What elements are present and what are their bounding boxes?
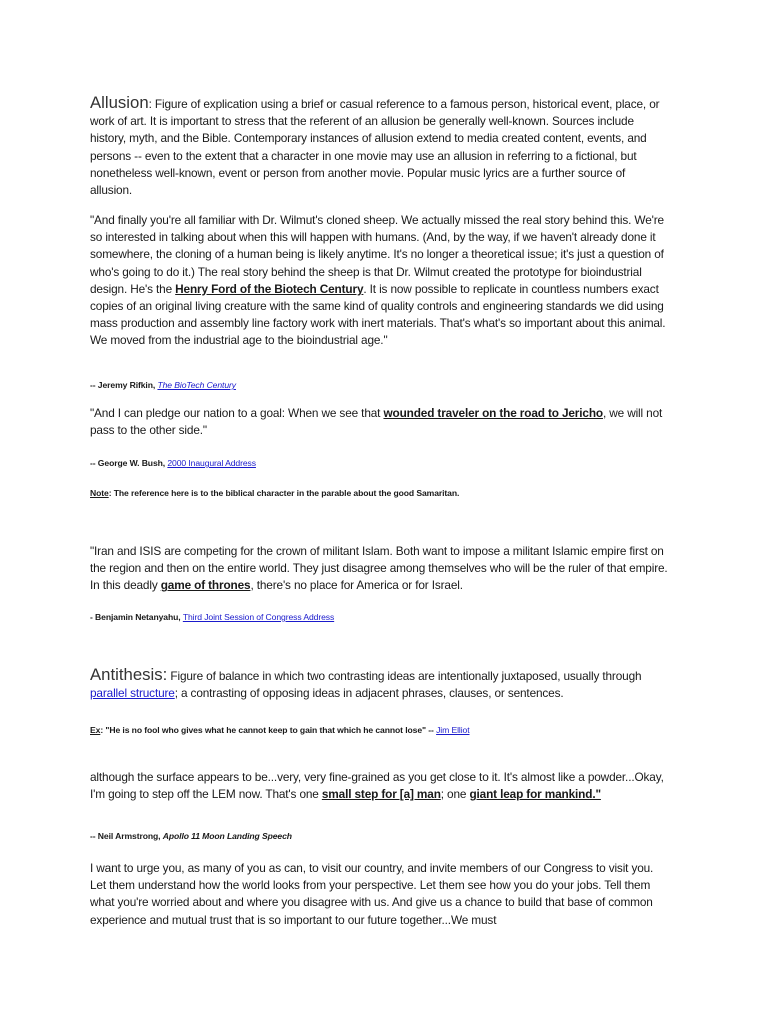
rifkin-quote (90, 212, 669, 350)
bush-citation (90, 458, 256, 468)
rifkin-quote-text: "And finally you're all familiar with Dr. Wilmut's cloned sheep. We actually missed the real story behind this. We're so interested in talking about when this will happen with humans. (And, by the way, if we haven't already done it somewhere, the cloning of a human being is likely anytime. It's no longer a theoretical issue; it's just a question of who's going to do it.) The real story behind the sheep is that Dr. Wilmut created the prototype for bioindustrial design. He's the (90, 213, 664, 296)
antithesis-example (90, 725, 470, 735)
netanyahu-quote-highlight: game of thrones (160, 578, 251, 593)
armstrong-highlight-1: small step for [a] man (321, 787, 441, 802)
parallel-structure-link[interactable]: parallel structure (90, 686, 175, 701)
antithesis-term: Antithesis: (90, 665, 168, 684)
allusion-definition (90, 94, 669, 199)
congress-quote (90, 860, 669, 929)
netanyahu-quote-text-end: , there's no place for America or for Israel. (250, 578, 463, 593)
netanyahu-citation-author: - Benjamin Netanyahu, (90, 612, 183, 622)
rifkin-quote-highlight: Henry Ford of the Biotech Century (175, 281, 364, 296)
antithesis-definition (90, 666, 669, 702)
bush-note (90, 488, 459, 498)
inaugural-address-link[interactable]: 2000 Inaugural Address (167, 458, 256, 468)
armstrong-highlight-2: giant leap for mankind." (469, 787, 601, 802)
bush-quote-text-end: , we will not pass to the other side." (90, 406, 663, 438)
armstrong-citation-title: Apollo 11 Moon Landing Speech (162, 831, 292, 841)
armstrong-quote (90, 769, 669, 803)
rifkin-citation-author: -- Jeremy Rifkin, (90, 380, 158, 390)
example-label: Ex (90, 725, 101, 735)
bush-quote (90, 405, 669, 439)
bush-citation-author: -- George W. Bush, (90, 458, 168, 468)
armstrong-quote-text: although the surface appears to be...very, very fine-grained as you get close to it. It's almost like a powder...Okay, I'm going to step off the LEM now. That's one (90, 770, 664, 802)
note-label: Note (90, 488, 109, 498)
bush-quote-text: "And I can pledge our nation to a goal: When we see that (90, 406, 384, 420)
allusion-definition-text: : Figure of explication using a brief or casual reference to a famous person, historical event, place, or work of art. It is important to stress that the referent of an allusion be generally well-known. Sources include history, myth, and the Bible. Contemporary instances of allusion extend to media created content, events, and persons -- even to the extent that a character in one movie may use an allusion in referring to a fictional, but nonetheless well-known, event or person from another movie. Popular music lyrics are a further source of allusion. (90, 97, 660, 198)
netanyahu-quote (90, 543, 669, 595)
armstrong-quote-text-mid: ; one (440, 787, 470, 802)
biotech-century-link[interactable]: The BioTech Century (157, 380, 236, 390)
allusion-term: Allusion (90, 93, 149, 112)
antithesis-definition-text-end: ; a contrasting of opposing ideas in adjacent phrases, clauses, or sentences. (174, 686, 564, 701)
netanyahu-quote-text: "Iran and ISIS are competing for the crown of militant Islam. Both want to impose a militant Islamic empire first on the region and then on the entire world. They just disagree among themselves who will be the ruler of that empire. In this deadly (90, 544, 668, 593)
example-text: : "He is no fool who gives what he cannot keep to gain that which he cannot lose" -- (100, 725, 437, 735)
armstrong-citation-author: -- Neil Armstrong, (90, 831, 163, 841)
armstrong-citation (90, 831, 292, 841)
bush-quote-highlight: wounded traveler on the road to Jericho (383, 406, 603, 420)
jim-elliot-link[interactable]: Jim Elliot (436, 725, 470, 735)
joint-session-link[interactable]: Third Joint Session of Congress Address (182, 612, 335, 622)
congress-quote-text: I want to urge you, as many of you as can, to visit our country, and invite members of our Congress to visit you. Let them understand how the world looks from your perspective. Let them see how you do your jobs. Tell them what you're worried about and where you disagree with us. And give us a chance to build that base of common experience and mutual trust that is so important to our future together...We must (90, 861, 654, 927)
netanyahu-citation (90, 612, 334, 622)
antithesis-definition-text: Figure of balance in which two contrasting ideas are intentionally juxtaposed, usually through (167, 669, 642, 683)
rifkin-citation (90, 380, 236, 390)
rifkin-quote-text-end: . It is now possible to replicate in countless numbers exact copies of an original living creature with the same kind of quality controls and engineering standards we did using mass production and assembly line factory work with inert materials. That's what's so important about this animal. We moved from the industrial age to the bioindustrial age." (90, 281, 666, 348)
note-text: : The reference here is to the biblical character in the parable about the good Samaritan. (108, 488, 460, 498)
